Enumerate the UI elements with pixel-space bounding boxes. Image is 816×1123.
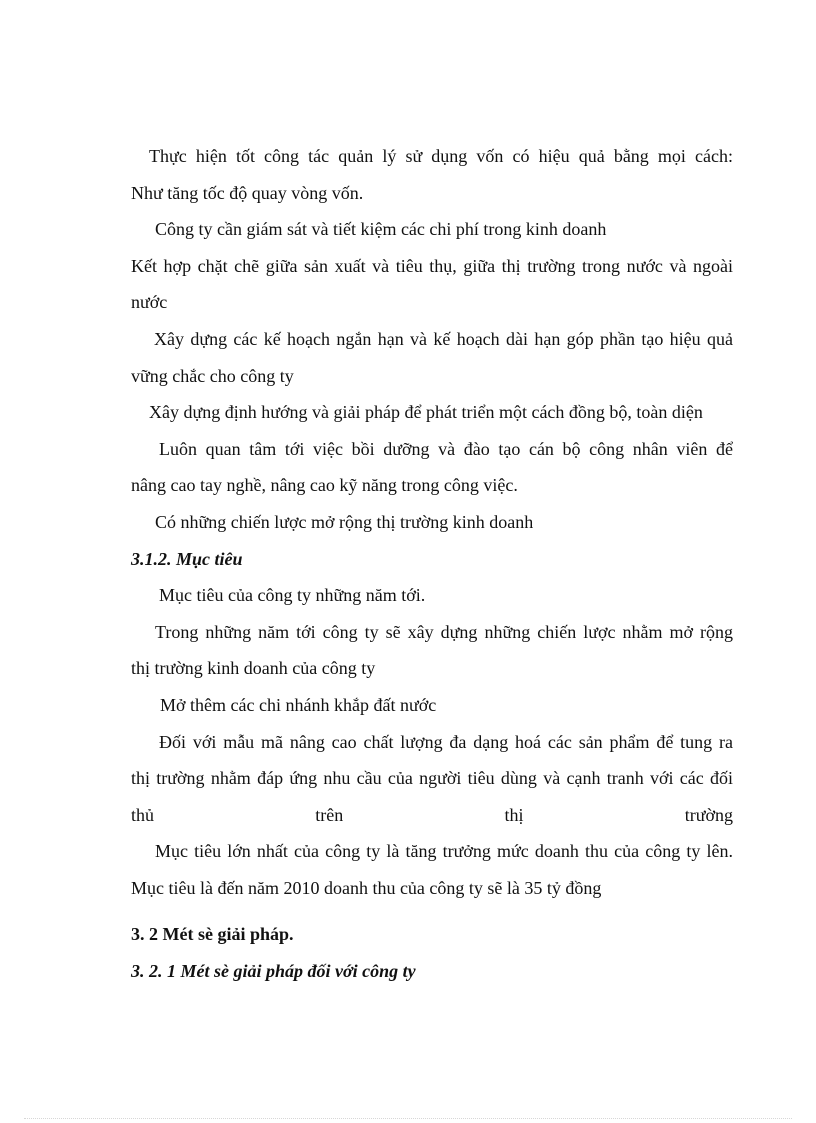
paragraph-line: Mở thêm các chi nhánh khắp đất nước <box>160 694 437 715</box>
paragraph-line: Thực hiện tốt công tác quản lý sử dụng vốn có hiệu quả bằng mọi cách: <box>149 146 733 166</box>
paragraph-line: Mục tiêu của công ty những năm tới. <box>159 585 426 606</box>
paragraph-line: nước <box>131 292 168 313</box>
section-heading-3-1-2: 3.1.2. Mục tiêu <box>131 548 243 569</box>
paragraph-line: Mục tiêu lớn nhất của công ty là tăng trưởng mức doanh thu của công ty lên. <box>155 841 733 862</box>
paragraph-line: Xây dựng các kế hoạch ngắn hạn và kế hoạch dài hạn góp phần tạo hiệu quả <box>154 328 733 349</box>
paragraph-line: Luôn quan tâm tới việc bồi dưỡng và đào tạo cán bộ công nhân viên để <box>159 438 733 459</box>
document-body <box>131 138 733 990</box>
word: thị <box>504 804 524 825</box>
paragraph-line: Có những chiến lược mở rộng thị trường kinh doanh <box>155 511 534 532</box>
spacer <box>131 906 733 916</box>
paragraph-line: nâng cao tay nghề, nâng cao kỹ năng trong công việc. <box>131 475 518 496</box>
paragraph-line: Mục tiêu là đến năm 2010 doanh thu của công ty sẽ là 35 tỷ đồng <box>131 877 602 898</box>
paragraph-line-spaced <box>131 797 733 834</box>
page-footer-divider <box>24 1118 792 1119</box>
word: thủ <box>131 804 155 825</box>
word: trên <box>315 804 344 825</box>
paragraph-line: Kết hợp chặt chẽ giữa sản xuất và tiêu thụ, giữa thị trường trong nước và ngoài <box>131 255 733 276</box>
word: trường <box>684 804 733 825</box>
section-heading-3-2-1: 3. 2. 1 Mét sè giải pháp đối với công ty <box>131 961 416 982</box>
paragraph-line: Công ty cần giám sát và tiết kiệm các chi phí trong kinh doanh <box>155 219 607 240</box>
paragraph-line: thị trường kinh doanh của công ty <box>131 658 376 679</box>
paragraph-line: Trong những năm tới công ty sẽ xây dựng những chiến lược nhằm mở rộng <box>155 621 733 642</box>
paragraph-line: thị trường nhằm đáp ứng nhu cầu của người tiêu dùng và cạnh tranh với các đối <box>131 768 733 789</box>
paragraph-line: Như tăng tốc độ quay vòng vốn. <box>131 182 364 203</box>
paragraph-line: vững chắc cho công ty <box>131 365 294 386</box>
paragraph-line: Đối với mẫu mã nâng cao chất lượng đa dạng hoá các sản phẩm để tung ra <box>159 731 733 752</box>
paragraph-line: Xây dựng định hướng và giải pháp để phát triển một cách đồng bộ, toàn diện <box>149 402 703 423</box>
section-heading-3-2: 3. 2 Mét sè giải pháp. <box>131 924 294 945</box>
